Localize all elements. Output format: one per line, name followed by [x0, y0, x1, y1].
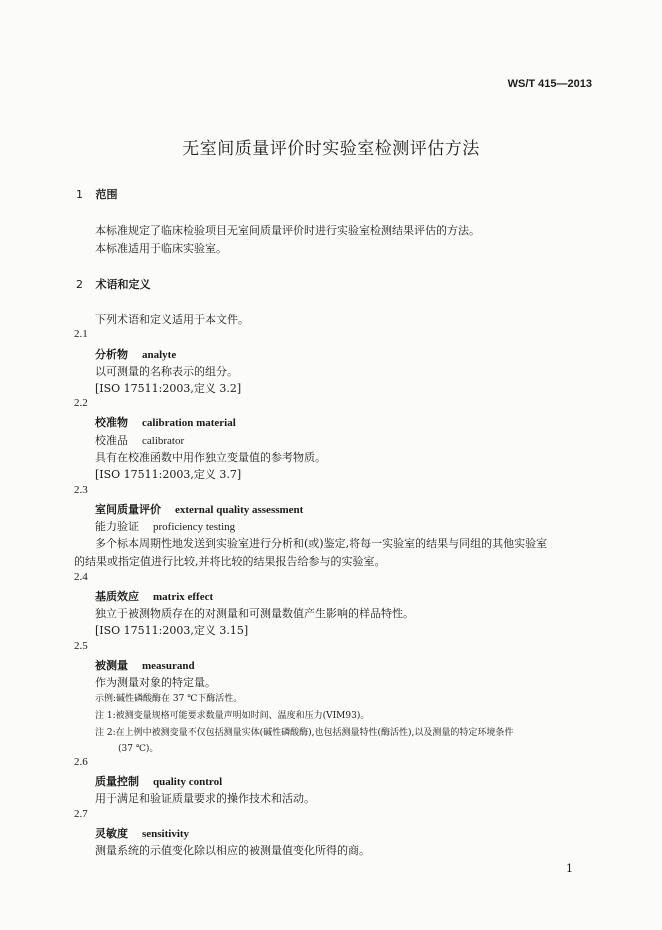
term-heading	[95, 657, 195, 673]
clause-number: 2.6	[74, 756, 88, 768]
term-heading	[95, 414, 236, 430]
definitions-intro: 下列术语和定义适用于本文件。	[95, 313, 249, 326]
definition-text: 具有在校准函数中用作独立变量值的参考物质。	[95, 451, 326, 464]
definition-text: 独立于被测物质存在的对测量和可测量数值产生影响的样品特性。	[95, 607, 414, 620]
term-en: matrix effect	[153, 591, 214, 603]
clause-number: 2.3	[74, 484, 88, 496]
term-en: measurand	[142, 660, 195, 672]
alternative-term	[95, 518, 235, 534]
alt-term-en: calibrator	[142, 435, 185, 447]
note-text: 注 2:在上例中被测变量不仅包括测量实体(碱性磷酸酶),也包括测量特性(酶活性),以及测量的特定环境条件	[95, 728, 514, 738]
term-en: calibration material	[142, 417, 236, 429]
clause-number: 2.2	[74, 397, 88, 409]
definition-text: 以可测量的名称表示的组分。	[95, 365, 238, 378]
source-reference: [ISO 17511:2003,定义 3.7]	[95, 468, 242, 481]
page-number: 1	[566, 862, 573, 875]
document-id: WS/T 415—2013	[507, 78, 592, 90]
term-zh: 分析物	[95, 348, 128, 361]
section-number: 1	[76, 188, 83, 201]
section-title: 范围	[95, 188, 118, 201]
term-zh: 灵敏度	[95, 827, 128, 840]
clause-number: 2.1	[74, 328, 88, 340]
clause-number: 2.5	[74, 640, 88, 652]
example-text: 示例:碱性磷酸酶在 37 ℃下酶活性。	[95, 694, 243, 704]
term-zh: 校准物	[95, 416, 128, 429]
term-zh: 被测量	[95, 659, 128, 672]
definition-text: 作为测量对象的特定量。	[95, 676, 216, 689]
definition-text: 用于满足和验证质量要求的操作技术和活动。	[95, 792, 315, 805]
scope-paragraph: 本标准适用于临床实验室。	[95, 242, 227, 255]
source-reference: [ISO 17511:2003,定义 3.15]	[95, 624, 249, 637]
page-title: 无室间质量评价时实验室检测评估方法	[182, 139, 480, 159]
note-text: 注 1:被测变量规格可能要求数量声明如时间、温度和压力(VIM93)。	[95, 711, 370, 721]
note-text-continued: (37 ℃)。	[118, 744, 159, 754]
term-zh: 质量控制	[95, 775, 139, 788]
definition-text-continued: 的结果或指定值进行比较,并将比较的结果报告给参与的实验室。	[74, 555, 386, 568]
scope-paragraph: 本标准规定了临床检验项目无室间质量评价时进行实验室检测结果评估的方法。	[95, 224, 480, 237]
term-en: quality control	[153, 776, 223, 788]
section-title: 术语和定义	[95, 278, 151, 291]
alternative-term	[95, 432, 184, 448]
term-zh: 基质效应	[95, 590, 139, 603]
term-heading	[95, 588, 213, 604]
term-en: analyte	[142, 349, 177, 361]
term-en: external quality assessment	[175, 504, 304, 516]
term-zh: 室间质量评价	[95, 503, 161, 516]
source-reference: [ISO 17511:2003,定义 3.2]	[95, 382, 242, 395]
section-heading-scope	[76, 186, 118, 202]
alt-term-zh: 校准品	[95, 434, 128, 447]
alt-term-en: proficiency testing	[153, 521, 236, 533]
section-heading-definitions	[76, 276, 151, 292]
clause-number: 2.4	[74, 571, 88, 583]
term-heading	[95, 501, 303, 517]
term-en: sensitivity	[142, 828, 190, 840]
term-heading	[95, 825, 189, 841]
section-number: 2	[76, 278, 83, 291]
clause-number: 2.7	[74, 808, 88, 820]
term-heading	[95, 346, 176, 362]
definition-text: 测量系统的示值变化除以相应的被测量值变化所得的商。	[95, 844, 370, 857]
definition-text: 多个标本周期性地发送到实验室进行分析和(或)鉴定,将每一实验室的结果与同组的其他实验室	[95, 537, 548, 550]
term-heading	[95, 773, 222, 789]
alt-term-zh: 能力验证	[95, 520, 139, 533]
